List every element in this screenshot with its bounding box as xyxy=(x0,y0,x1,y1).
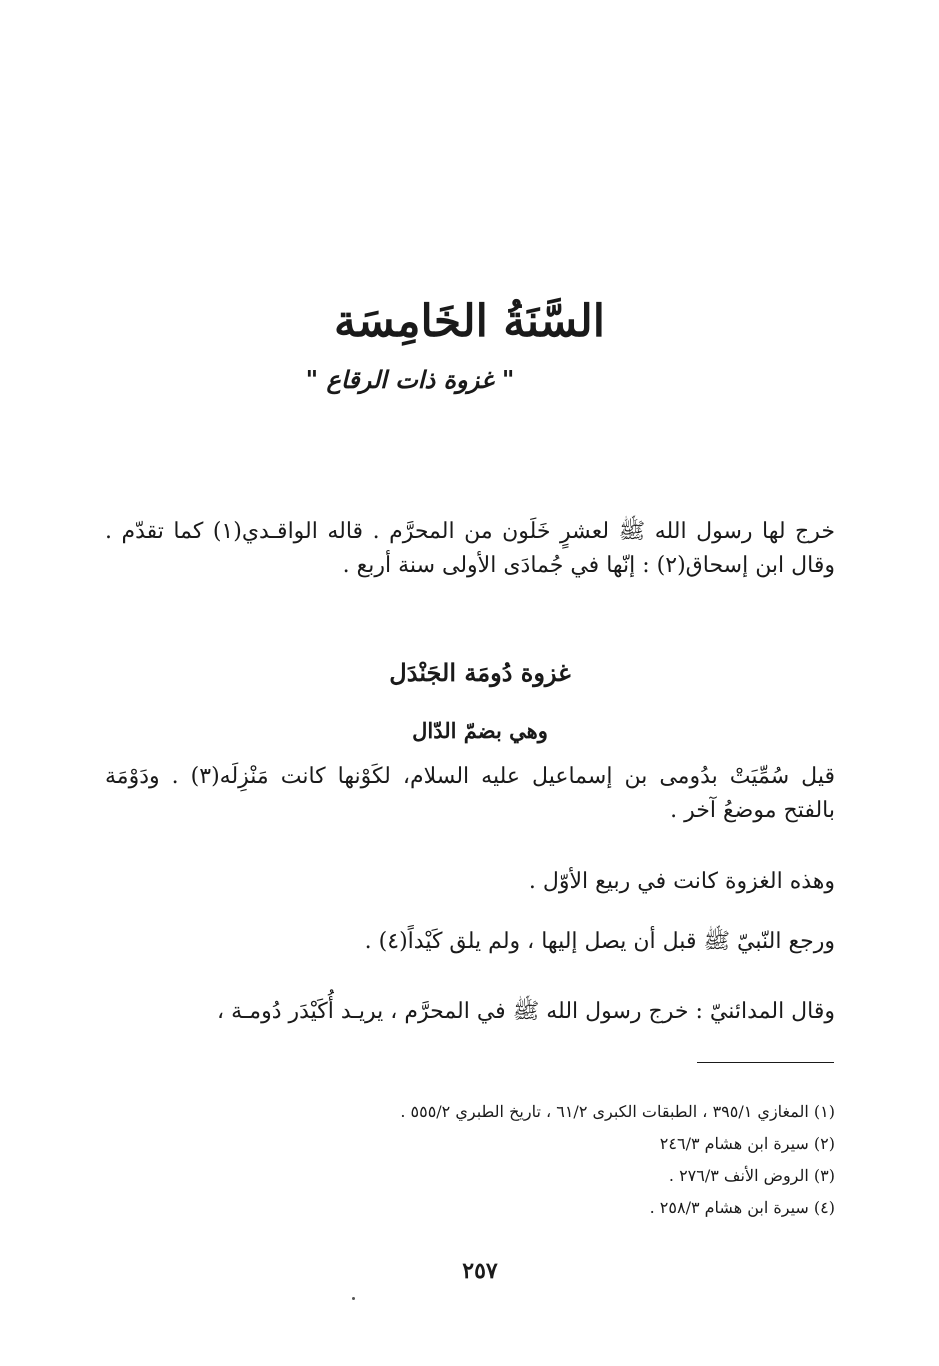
section-paragraph: قيل سُمِّيَتْ بدُومى بن إسماعيل عليه السلام، لكَوْنها كانت مَنْزِلَه(٣) . ودَوْمَة بالفتح موضعُ آخر . xyxy=(105,764,836,823)
footnote-1: (١) المغازي ٣٩٥/١ ، الطبقات الكبرى ٦١/٢ ، تاريخ الطبري ٥٥٥/٢ . xyxy=(400,1102,835,1121)
footnote-2: (٢) سيرة ابن هشام ٢٤٦/٣ xyxy=(659,1134,835,1153)
section-subheading: وهي بضمّ الدّال xyxy=(412,718,548,743)
text-line-prophet-return: ورجع النّبيّ ﷺ قبل أن يصل إليها ، ولم يلق كَيْداً(٤) . xyxy=(364,929,835,954)
section-heading: غزوة دُومَة الجَنْدَل xyxy=(389,658,571,687)
page-title: السَّنَةُ الخَامِسَة xyxy=(334,296,605,347)
footnote-4: (٤) سيرة ابن هشام ٢٥٨/٣ . xyxy=(649,1198,835,1217)
footnote-divider xyxy=(697,1062,834,1063)
scan-speck xyxy=(352,1297,355,1300)
page-number: ٢٥٧ xyxy=(462,1258,498,1284)
footnotes xyxy=(275,1096,835,1224)
text-line-first-rabi: وهذه الغزوة كانت في ربيع الأوّل . xyxy=(528,869,835,894)
page-subtitle: " غزوة ذات الرقاع " xyxy=(305,365,515,394)
intro-paragraph: خرج لها رسول الله ﷺ لعشرٍ خَلَون من المحرَّم . قاله الواقـدي(١) كما تقدّم . وقال ابن إسحاق(٢) : إنّها في جُمادَى الأولى سنة أربع . xyxy=(105,519,836,578)
footnote-3: (٣) الروض الأنف ٢٧٦/٣ . xyxy=(668,1166,835,1185)
text-line-madaini: وقال المدائنيّ : خرج رسول الله ﷺ في المحرَّم ، يريـد أُكَيْدَر دُومـة ، xyxy=(216,999,835,1024)
